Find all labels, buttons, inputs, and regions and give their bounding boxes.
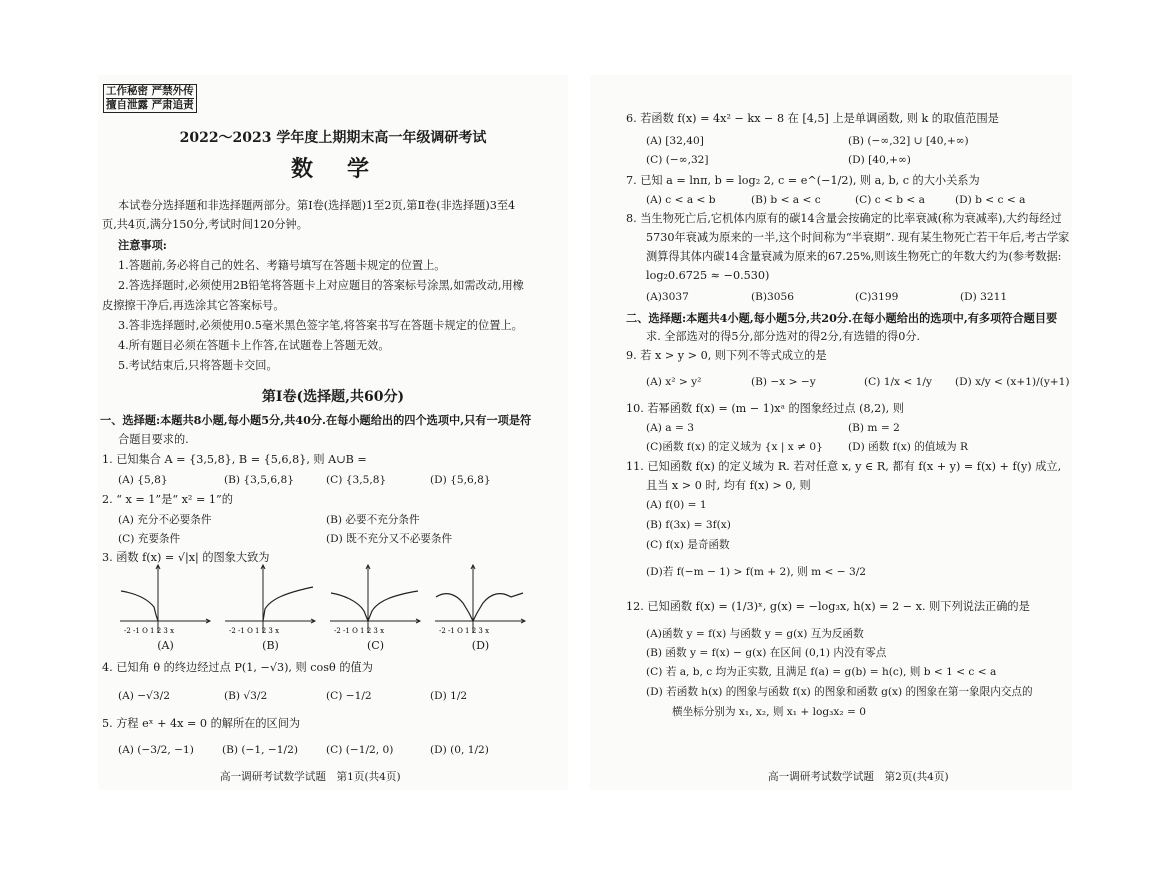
notice-line: 3.答非选择题时,必须使用0.5毫米黑色签字笔,将答案书写在答题卡规定的位置上。 <box>118 319 523 332</box>
axis-ticks: -2 -1 O 1 2 3 x <box>334 627 385 635</box>
q10-option-d: (D) 函数 f(x) 的值域为 R <box>848 441 968 453</box>
notice-title: 注意事项: <box>118 238 167 252</box>
q6-option-c: (C) (−∞,32] <box>646 154 709 166</box>
q11-option-b: (B) f(3x) = 3f(x) <box>646 519 731 531</box>
question-1-stem: 1. 已知集合 A = {3,5,8}, B = {5,6,8}, 则 A∪B = <box>102 453 367 466</box>
part-title: 第Ⅰ卷(选择题,共60分) <box>261 389 405 405</box>
subject-title: 数 学 <box>290 156 375 182</box>
q12-option-a: (A)函数 y = f(x) 与函数 y = g(x) 互为反函数 <box>646 628 864 640</box>
section-heading: 一、选择题:本题共8小题,每小题5分,共40分.在每小题给出的四个选项中,只有一项是符 <box>100 413 532 427</box>
question-8-line: 测算得其体内碳14含量衰减为原来的67.25%,则该生物死亡的年数大约为(参考数据: <box>646 250 1062 263</box>
q9-option-b: (B) −x > −y <box>751 376 816 388</box>
question-8-line: 8. 当生物死亡后,它机体内原有的碳14含量会按确定的比率衰减(称为衰减率),大约每经过 <box>626 212 1062 225</box>
q3-graph-b <box>223 563 318 635</box>
page-footer: 高一调研考试数学试题 第1页(共4页) <box>220 771 401 783</box>
section-heading: 求. 全部选对的得5分,部分选对的得2分,有选错的得0分. <box>646 330 921 343</box>
intro-line: 本试卷分选择题和非选择题两部分。第Ⅰ卷(选择题)1至2页,第Ⅱ卷(非选择题)3至4 <box>118 199 516 212</box>
section-heading: 合题目要求的. <box>118 433 189 446</box>
q12-option-d: (D) 若函数 h(x) 的图象与函数 f(x) 的图象和函数 g(x) 的图象在第一象限内交点的 <box>646 686 1033 698</box>
q2-option-d: (D) 既不充分又不必要条件 <box>326 533 453 545</box>
q9-option-a: (A) x² > y² <box>646 376 702 388</box>
q3-graph-label: (D) <box>471 639 490 652</box>
q5-option-b: (B) (−1, −1/2) <box>222 744 298 756</box>
q11-option-d: (D)若 f(−m − 1) > f(m + 2), 则 m < − 3/2 <box>646 566 867 578</box>
section-heading: 二、选择题:本题共4小题,每小题5分,共20分.在每小题给出的选项中,有多项符合题目要 <box>626 311 1058 325</box>
q8-option-b: (B)3056 <box>751 291 795 303</box>
q3-graph-c <box>328 563 423 635</box>
q10-option-b: (B) m = 2 <box>848 422 900 434</box>
question-5-stem: 5. 方程 eˣ + 4x = 0 的解所在的区间为 <box>102 717 301 730</box>
question-4-stem: 4. 已知角 θ 的终边经过点 P(1, −√3), 则 cosθ 的值为 <box>102 661 373 674</box>
q4-option-d: (D) 1/2 <box>430 690 468 702</box>
q2-option-a: (A) 充分不必要条件 <box>118 514 212 526</box>
q6-option-b: (B) (−∞,32] ∪ [40,+∞) <box>848 135 969 147</box>
q8-option-c: (C)3199 <box>855 291 899 303</box>
q3-graph-a <box>118 563 213 635</box>
q1-option-d: (D) {5,6,8} <box>430 474 491 486</box>
question-3-stem: 3. 函数 f(x) = √|x| 的图象大致为 <box>102 551 270 564</box>
question-8-line: 5730年衰减为原来的一半,这个时间称为“半衰期”. 现有某生物死亡若干年后,考古学家 <box>646 231 1070 244</box>
q12-option-d-cont: 横坐标分别为 x₁, x₂, 则 x₁ + log₃x₂ = 0 <box>672 706 867 718</box>
q4-option-b: (B) √3/2 <box>224 690 268 702</box>
q10-option-a: (A) a = 3 <box>646 422 694 434</box>
question-9-stem: 9. 若 x > y > 0, 则下列不等式成立的是 <box>626 349 827 362</box>
question-10-stem: 10. 若幂函数 f(x) = (m − 1)xᵃ 的图象经过点 (8,2), 则 <box>626 402 904 415</box>
q3-graph-label: (B) <box>262 639 279 652</box>
notice-line: 1.答题前,务必将自己的姓名、考籍号填写在答题卡规定的位置上。 <box>118 259 446 272</box>
question-12-stem: 12. 已知函数 f(x) = (1/3)ˣ, g(x) = −log₃x, h(x) = 2 − x. 则下列说法正确的是 <box>626 600 1030 613</box>
q5-option-c: (C) (−1/2, 0) <box>326 744 394 756</box>
q4-option-c: (C) −1/2 <box>326 690 372 702</box>
q7-option-c: (C) c < b < a <box>855 194 925 206</box>
q3-graph-group <box>118 563 538 653</box>
stamp-line: 擅自泄露 严肃追责 <box>106 99 194 111</box>
stamp-line: 工作秘密 严禁外传 <box>106 85 194 97</box>
page-footer: 高一调研考试数学试题 第2页(共4页) <box>768 771 949 783</box>
axis-ticks: -2 -1 O 1 2 3 x <box>229 627 280 635</box>
question-2-stem: 2. “ x = 1”是“ x² = 1”的 <box>102 493 233 506</box>
exam-title: 2022～2023 学年度上期期末高一年级调研考试 <box>179 130 487 146</box>
q2-option-b: (B) 必要不充分条件 <box>326 514 420 526</box>
q8-option-a: (A)3037 <box>646 291 689 303</box>
notice-line: 5.考试结束后,只将答题卡交回。 <box>118 359 278 372</box>
q9-option-c: (C) 1/x < 1/y <box>864 376 932 388</box>
question-7-stem: 7. 已知 a = lnπ, b = log₂ 2, c = e^(−1/2), 则 a, b, c 的大小关系为 <box>626 174 980 187</box>
q3-graph-d <box>433 563 528 635</box>
q9-option-d: (D) x/y < (x+1)/(y+1) <box>955 376 1070 388</box>
q6-option-a: (A) [32,40] <box>646 135 704 147</box>
q1-option-b: (B) {3,5,6,8} <box>224 474 294 486</box>
q3-graph-label: (C) <box>367 639 384 652</box>
q10-option-c: (C)函数 f(x) 的定义域为 {x | x ≠ 0} <box>646 441 823 453</box>
question-11-line: 且当 x > 0 时, 均有 f(x) > 0, 则 <box>646 479 811 492</box>
q12-option-b: (B) 函数 y = f(x) − g(x) 在区间 (0,1) 内没有零点 <box>646 647 887 659</box>
question-8-line: log₂0.6725 ≈ −0.530) <box>646 269 770 282</box>
axis-ticks: -2 -1 O 1 2 3 x <box>439 627 490 635</box>
q7-option-b: (B) b < a < c <box>751 194 821 206</box>
confidential-stamp <box>103 84 197 113</box>
q3-graph-label: (A) <box>157 639 174 652</box>
question-6-stem: 6. 若函数 f(x) = 4x² − kx − 8 在 [4,5] 上是单调函数, 则 k 的取值范围是 <box>626 112 999 125</box>
q2-option-c: (C) 充要条件 <box>118 533 181 545</box>
q6-option-d: (D) [40,+∞) <box>848 154 911 166</box>
q11-option-c: (C) f(x) 是奇函数 <box>646 539 730 551</box>
q7-option-a: (A) c < a < b <box>646 194 716 206</box>
notice-line: 4.所有题目必须在答题卡上作答,在试题卷上答题无效。 <box>118 339 390 352</box>
axis-ticks: -2 -1 O 1 2 3 x <box>124 627 175 635</box>
q4-option-a: (A) −√3/2 <box>118 690 170 702</box>
question-11-line: 11. 已知函数 f(x) 的定义域为 R. 若对任意 x, y ∈ R, 都有 f(x + y) = f(x) + f(y) 成立, <box>626 460 1062 473</box>
q12-option-c: (C) 若 a, b, c 均为正实数, 且满足 f(a) = g(b) = h(c), 则 b < 1 < c < a <box>646 666 997 678</box>
notice-line: 皮擦擦干净后,再选涂其它答案标号。 <box>102 299 285 312</box>
intro-line: 页,共4页,满分150分,考试时间120分钟。 <box>102 218 308 231</box>
q5-option-d: (D) (0, 1/2) <box>430 744 489 756</box>
notice-line: 2.答选择题时,必须使用2B铅笔将答题卡上对应题目的答案标号涂黑,如需改动,用橡 <box>118 279 524 292</box>
q8-option-d: (D) 3211 <box>960 291 1008 303</box>
q1-option-c: (C) {3,5,8} <box>326 474 387 486</box>
q1-option-a: (A) {5,8} <box>118 474 168 486</box>
q5-option-a: (A) (−3/2, −1) <box>118 744 194 756</box>
q7-option-d: (D) b < c < a <box>955 194 1026 206</box>
q11-option-a: (A) f(0) = 1 <box>646 499 707 511</box>
